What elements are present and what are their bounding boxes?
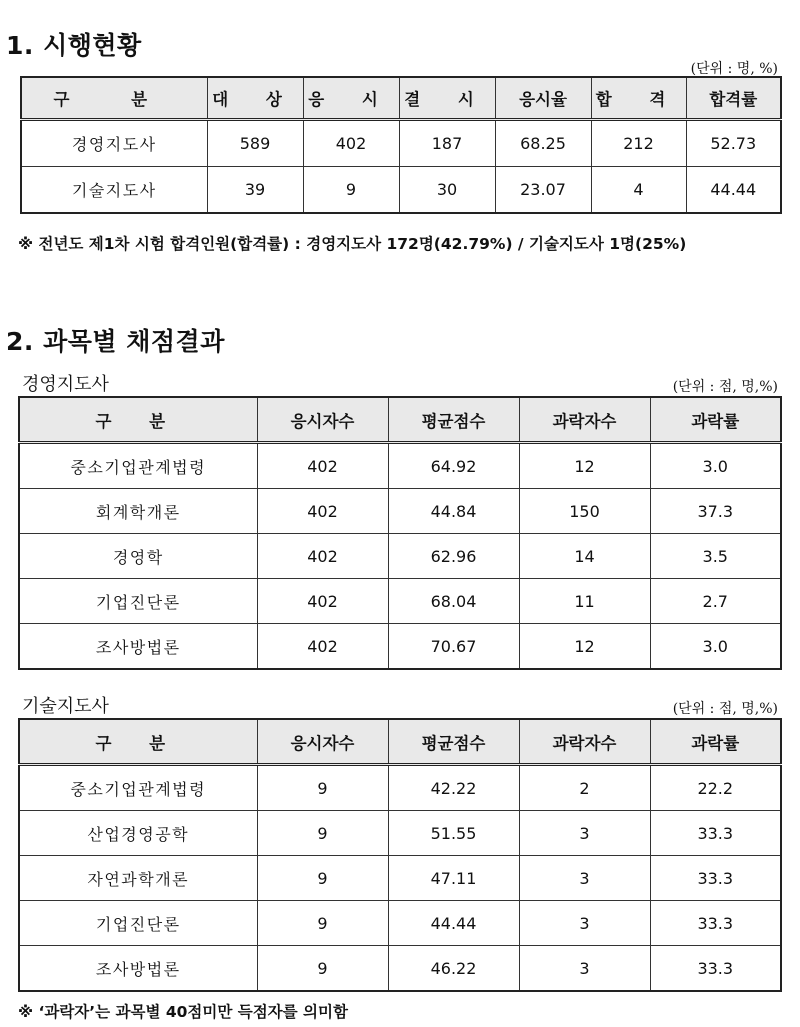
table-cell: 70.67 [388, 624, 519, 670]
table-cell: 회계학개론 [19, 489, 257, 534]
table-cell: 조사방법론 [19, 946, 257, 992]
table-cell: 44.44 [388, 901, 519, 946]
table-row [19, 443, 781, 489]
table-cell: 402 [257, 579, 388, 624]
table-cell: 3 [519, 901, 650, 946]
table-cell: 402 [257, 534, 388, 579]
table-row [19, 946, 781, 992]
header-applicants: 응시자수 [257, 719, 388, 765]
header-category: 구 분 [21, 77, 207, 120]
table-cell: 68.04 [388, 579, 519, 624]
section1-unit: (단위 : 명, %) [690, 61, 778, 77]
table-cell: 9 [257, 856, 388, 901]
table-header-row [21, 77, 781, 120]
table-cell: 33.3 [650, 901, 781, 946]
header-category: 구 분 [19, 397, 257, 443]
header-average: 평균점수 [388, 719, 519, 765]
table-cell: 212 [591, 120, 686, 167]
table-cell: 3.5 [650, 534, 781, 579]
table-cell: 2 [519, 765, 650, 811]
table-cell: 33.3 [650, 856, 781, 901]
table-cell: 9 [257, 811, 388, 856]
table-row [21, 120, 781, 167]
header-absent: 결 시 [399, 77, 495, 120]
table-cell: 33.3 [650, 946, 781, 992]
table-cell: 39 [207, 167, 303, 214]
table-cell: 3 [519, 946, 650, 992]
header-passed: 합 격 [591, 77, 686, 120]
table-row [19, 901, 781, 946]
table-cell: 37.3 [650, 489, 781, 534]
header-average: 평균점수 [388, 397, 519, 443]
table-row [19, 579, 781, 624]
table-cell: 조사방법론 [19, 624, 257, 670]
table-header-row [19, 397, 781, 443]
header-target: 대 상 [207, 77, 303, 120]
table-cell: 9 [257, 946, 388, 992]
management-label: 경영지도사 [22, 374, 109, 395]
exam-status-table [20, 76, 782, 214]
table-row [21, 167, 781, 214]
table-cell: 46.22 [388, 946, 519, 992]
table-cell: 44.84 [388, 489, 519, 534]
table-row [19, 534, 781, 579]
table-cell: 14 [519, 534, 650, 579]
table-row [19, 624, 781, 670]
table-cell: 중소기업관계법령 [19, 765, 257, 811]
header-fail-rate: 과락률 [650, 719, 781, 765]
table-cell: 44.44 [686, 167, 781, 214]
table-cell: 산업경영공학 [19, 811, 257, 856]
table-cell: 589 [207, 120, 303, 167]
technical-unit: (단위 : 점, 명,%) [672, 701, 778, 717]
table-cell: 42.22 [388, 765, 519, 811]
table-cell: 3.0 [650, 624, 781, 670]
table-cell: 3 [519, 856, 650, 901]
table-cell: 23.07 [495, 167, 591, 214]
table-cell: 62.96 [388, 534, 519, 579]
table-cell: 68.25 [495, 120, 591, 167]
table-cell: 4 [591, 167, 686, 214]
table-cell: 11 [519, 579, 650, 624]
table-cell: 2.7 [650, 579, 781, 624]
header-pass-rate: 합격률 [686, 77, 781, 120]
table-cell: 33.3 [650, 811, 781, 856]
header-fail-rate: 과락률 [650, 397, 781, 443]
table-cell: 47.11 [388, 856, 519, 901]
section2-title: 2. 과목별 채점결과 [6, 327, 225, 356]
header-apply-rate: 응시율 [495, 77, 591, 120]
header-category: 구 분 [19, 719, 257, 765]
table-cell: 3 [519, 811, 650, 856]
table-cell: 자연과학개론 [19, 856, 257, 901]
table-cell: 402 [257, 624, 388, 670]
table-cell: 경영지도사 [21, 120, 207, 167]
table-cell: 3.0 [650, 443, 781, 489]
table-cell: 402 [257, 443, 388, 489]
table-cell: 64.92 [388, 443, 519, 489]
header-applicants: 응시자수 [257, 397, 388, 443]
table-cell: 22.2 [650, 765, 781, 811]
table-cell: 187 [399, 120, 495, 167]
table-row [19, 765, 781, 811]
table-cell: 12 [519, 443, 650, 489]
header-applied: 응 시 [303, 77, 399, 120]
table-cell: 기업진단론 [19, 901, 257, 946]
table-cell: 기술지도사 [21, 167, 207, 214]
table-cell: 51.55 [388, 811, 519, 856]
table-row [19, 489, 781, 534]
management-scores-table [18, 396, 782, 670]
table-cell: 30 [399, 167, 495, 214]
table-row [19, 811, 781, 856]
management-unit: (단위 : 점, 명,%) [672, 379, 778, 395]
header-fail-count: 과락자수 [519, 719, 650, 765]
table-cell: 12 [519, 624, 650, 670]
table-cell: 402 [303, 120, 399, 167]
technical-scores-table [18, 718, 782, 992]
table-cell: 9 [257, 901, 388, 946]
table-cell: 중소기업관계법령 [19, 443, 257, 489]
table-cell: 150 [519, 489, 650, 534]
technical-label: 기술지도사 [22, 696, 109, 717]
header-fail-count: 과락자수 [519, 397, 650, 443]
table-cell: 402 [257, 489, 388, 534]
section2-note: ※ ‘과락자’는 과목별 40점미만 득점자를 의미함 [18, 1003, 348, 1021]
table-header-row [19, 719, 781, 765]
table-cell: 경영학 [19, 534, 257, 579]
table-cell: 9 [257, 765, 388, 811]
table-row [19, 856, 781, 901]
section1-note: ※ 전년도 제1차 시험 합격인원(합격률) : 경영지도사 172명(42.79%) / 기술지도사 1명(25%) [18, 235, 687, 253]
section1-title: 1. 시행현황 [6, 31, 142, 60]
table-cell: 기업진단론 [19, 579, 257, 624]
table-cell: 52.73 [686, 120, 781, 167]
table-cell: 9 [303, 167, 399, 214]
